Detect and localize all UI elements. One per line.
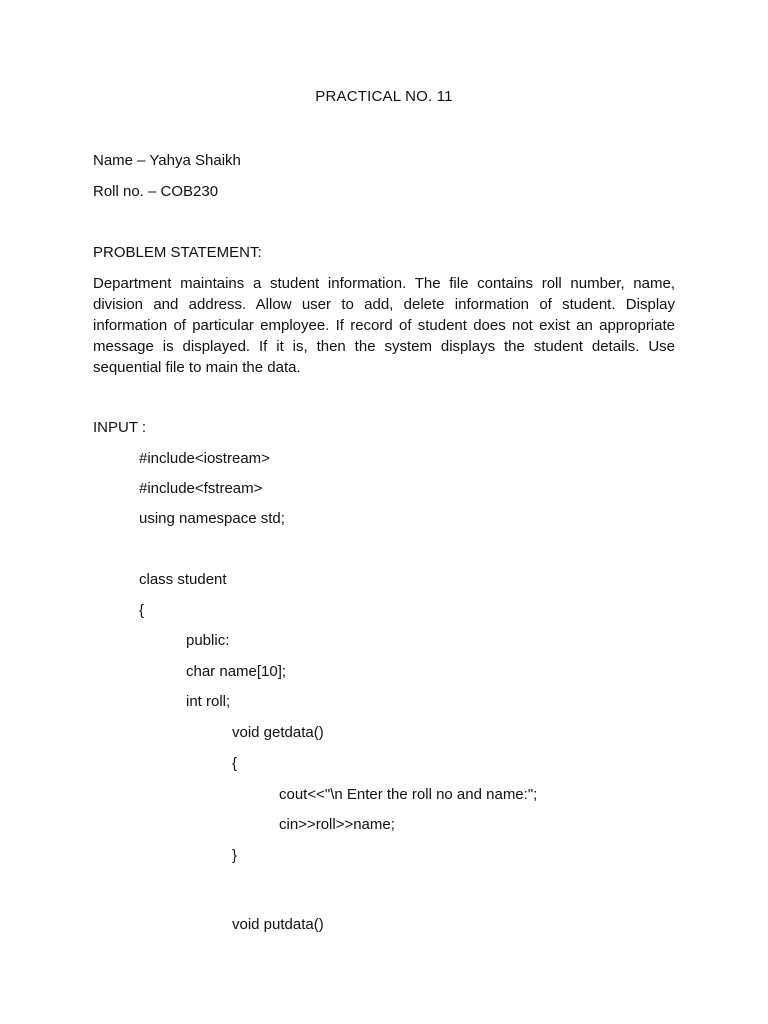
input-heading: INPUT : [93, 419, 147, 436]
problem-statement: Department maintains a student information. The file contains roll number, name, division and address. Allow user to add, delete information of student. Display information of particular employee. If record of student does not exist an appropriate message is displayed. If it is, then the system displays the student details. Use sequential file to main the data. [93, 275, 675, 376]
code-line: char name[10]; [186, 663, 287, 680]
code-line: #include<fstream> [139, 480, 263, 497]
problem-heading: PROBLEM STATEMENT: [93, 244, 262, 261]
code-line: public: [186, 632, 230, 649]
code-line: cin>>roll>>name; [279, 816, 395, 833]
code-line: using namespace std; [139, 510, 285, 527]
code-line: } [232, 847, 238, 864]
roll-number: Roll no. – COB230 [93, 183, 219, 200]
student-name: Name – Yahya Shaikh [93, 152, 241, 169]
code-line: #include<iostream> [139, 450, 270, 467]
code-line: cout<<"\n Enter the roll no and name:"; [279, 786, 538, 803]
code-line: class student [139, 571, 227, 588]
code-line: { [232, 755, 238, 772]
code-line: void getdata() [232, 724, 324, 741]
code-line: int roll; [186, 693, 231, 710]
code-line: void putdata() [232, 916, 324, 933]
page-title: PRACTICAL NO. 11 [315, 88, 453, 105]
code-line: { [139, 602, 145, 619]
